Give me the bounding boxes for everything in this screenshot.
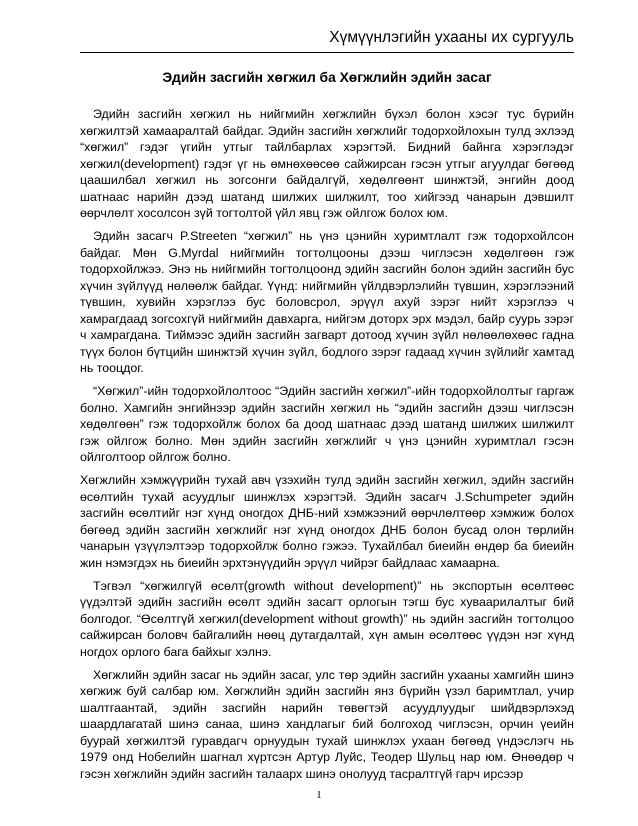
paragraph: “Хөгжил”-ийн тодорхойлолтоос “Эдийн засгийн хөгжил”-ийн тодорхойлолтыг гаргаж болно. Хамгийн энгийнээр эдийн засгийн хөгжил нь “эдийн засгийн дээш чиглэсэн хөдөлгөөн” гэж тодорхойлж болох ба доод шатнаас дээд шатанд шилжих шилжилт гэж ойлгож болно. Мөн эдийн засгийн хөгжлийг ч үнэ цэнийн хуримтлал гэсэн ойлголтоор ойлгож болно. bbox=[80, 384, 574, 464]
document-title: Эдийн засгийн хөгжил ба Хөгжлийн эдийн засаг bbox=[162, 70, 492, 85]
document-body bbox=[80, 106, 574, 789]
running-header: Хүмүүнлэгийн ухааны их сургууль bbox=[329, 29, 574, 46]
page-number: 1 bbox=[316, 789, 322, 801]
paragraph: Эдийн засагч P.Streeten “хөгжил” нь үнэ цэнийн хуримтлалт гэж тодорхойлсон байдаг. Мөн G.Myrdal нийгмийн тогтолцооны дээш чиглэсэн хөдөлгөөн гэж тодорхойлжээ. Энэ нь нийгмийн тогтолцоонд эдийн засгийн болон эдийн засгийн бус хүчин зүйлүүд нөлөөлж байдаг. Үүнд: нийгмийн үйлдвэрлэлийн түвшин, хэрэглээний түвшин, хувийн хэрэглээ бус боловсрол, эрүүл ахуй зэрэг нийт хэрэглээ ч хамрагдаад зогсохгүй нийгмийн давхарга, нийгэм доторх эрх мэдэл, байр суурь зэрэг ч хамрагдана. Тиймээс эдийн засгийн загварт дотоод хүчин зүйл нөлөөлөхөөс гадна түүх болон бүтцийн шинжтэй хүчин зүйл, бодлого зэрэг гадаад хүчин зүйлийг хамтад нь тооцдог. bbox=[80, 229, 574, 375]
paragraph: Эдийн засгийн хөгжил нь нийгмийн хөгжлийн бүхэл болон хэсэг тус бүрийн хөгжилтэй хамааралтай байдаг. Эдийн засгийн хөгжлийг тодорхойлохын тулд эхлээд “хөгжил” гэдэг үгийн утгыг тайлбарлах хэрэгтэй. Бидний байнга хэрэглэдэг хөгжил(development) гэдэг үг нь өмнөхөөсөө сайжирсан гэсэн утгыг агуулдаг бөгөөд цаашилбал хөгжил нь зогсонги байдалгүй, хөдөлгөөнт шинжтэй, энгийн доод шатнаас нарийн дээд шатанд шилжих шилжилт, тоо хийгээд чанарын дэвшилт өөрчлөлт хосолсон зүй тогтолтой үйл явц гэж ойлгож болох юм. bbox=[80, 107, 574, 220]
paragraph: Тэгвэл “хөгжилгүй өсөлт(growth without development)” нь экспортын өсөлтөөс үүдэлтэй эдийн засгийн өсөлт эдийн засагт орлогын тэгш бус хуваарилалтыг бий болгодог. “Өсөлтгүй хөгжил(development without growth)” нь эдийн засгийн тогтолцоо сайжирсан боловч байгалийн нөөц дутагдалтай, хүн амын өсөлтөөс үүдэн нэг хүнд ногдох орлого бага байхыг хэлнэ. bbox=[80, 578, 574, 659]
paragraph: Хөгжлийн хэмжүүрийн тухай авч үзэхийн тулд эдийн засгийн хөгжил, эдийн засгийн өсөлтийн тухай асуудлыг шинжлэх хэрэгтэй. Эдийн засагч J.Schumpeter эдийн засгийн өсөлтийг нэг хүнд оногдох ДНБ-ний хэмжээний өөрчлөлтөөр хэмжиж болох бөгөөд эдийн засгийн хөгжлийг нэг хүнд оногдох ДНБ болон бусад олон төрлийн чанарын үзүүлэлтээр тодорхойлж болно гэжээ. Тухайлбал биеийн өндөр ба биеийн жин нэмэгдэх нь биеийн эрхтэнүүдийн эрүүл чийрэг байдлаас хамаарна. bbox=[80, 473, 574, 570]
paragraph: Хөгжлийн эдийн засаг нь эдийн засаг, улс төр эдийн засгийн ухааны хамгийн шинэ хөгжиж буй салбар юм. Хөгжлийн эдийн засгийн янз бүрийн үзэл баримтлал, учир шалтгаантай, эдийн засгийн нарийн төвөгтэй асуудлуудыг шийдвэрлэхэд шаардлагатай шинэ санаа, шинэ хандлагыг бий болгоход чиглэсэн, орчин үеийн буурай хөгжилтэй гуравдагч орнуудын тухай шинжлэх ухаан бөгөөд үндэслэгч нь 1979 онд Нобелийн шагнал хүртсэн Артур Луйс, Теодер Шульц нар юм. Өнөөдөр ч гэсэн хөгжлийн эдийн засгийн талаарх шинэ онолууд тасралтгүй гарч ирсээр bbox=[80, 667, 574, 781]
header-rule bbox=[80, 52, 574, 53]
